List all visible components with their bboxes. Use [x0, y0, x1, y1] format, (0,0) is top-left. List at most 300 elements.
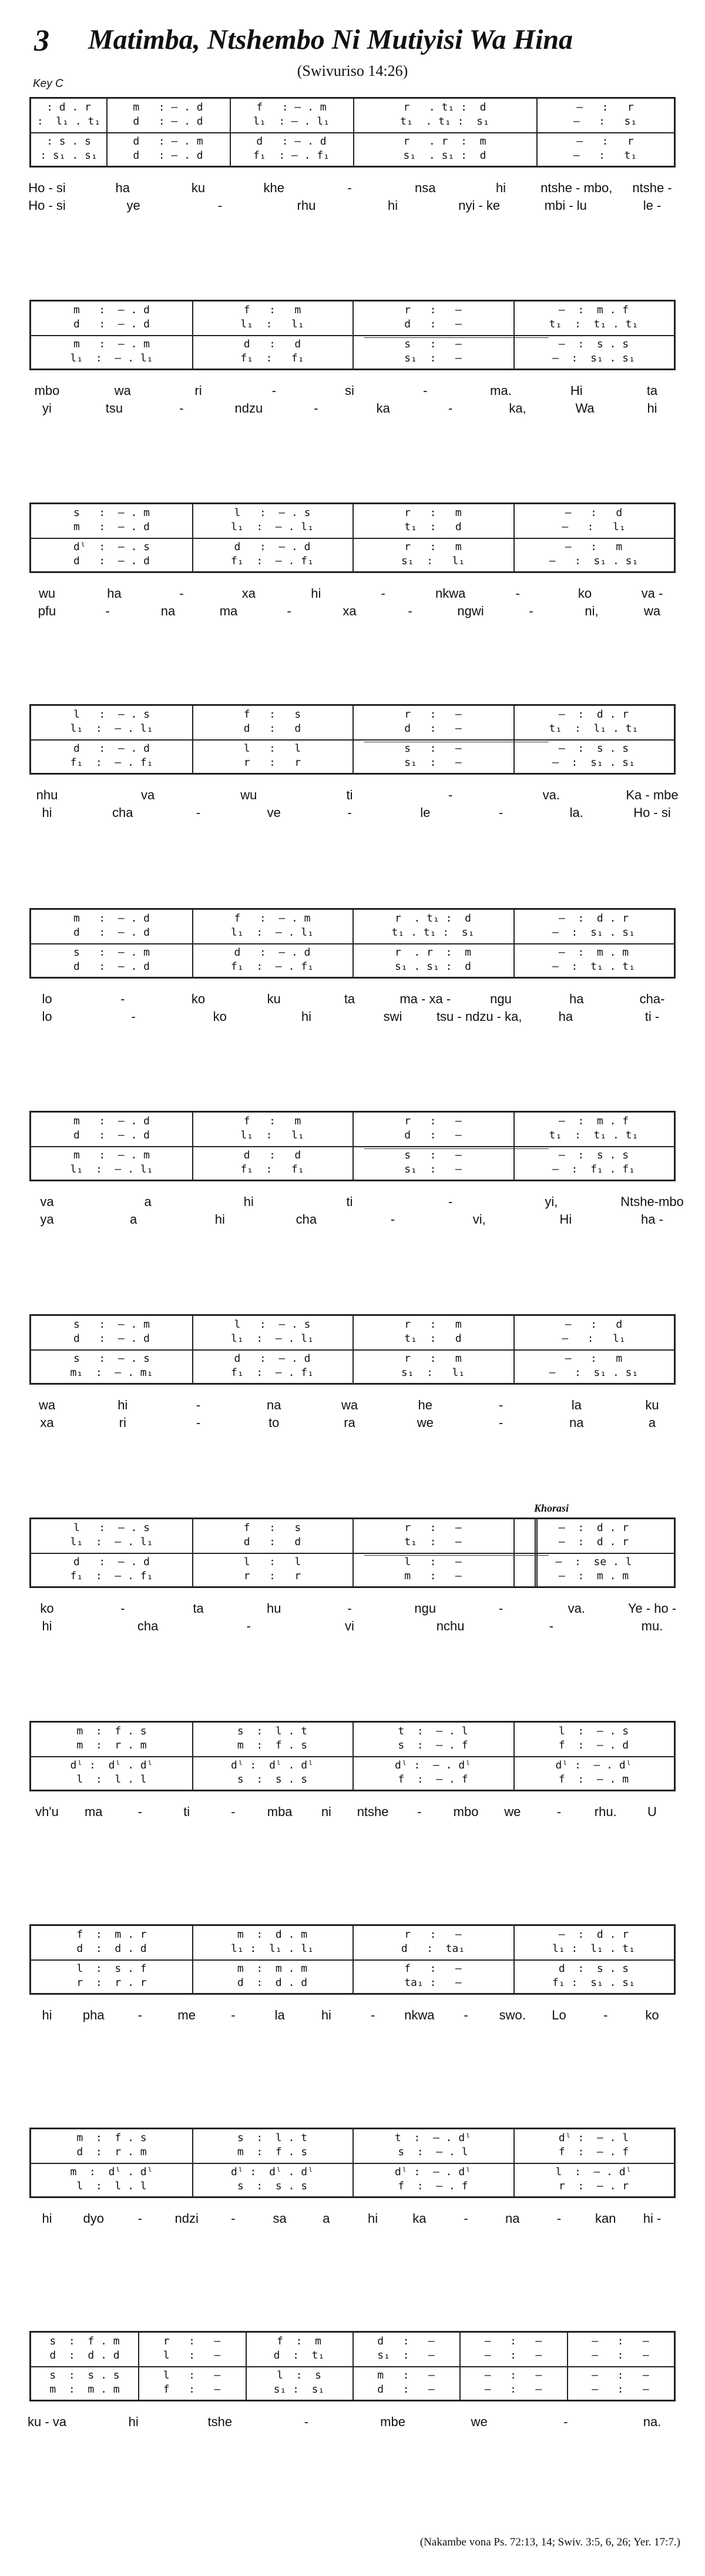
lyric-syllable: -: [417, 1804, 422, 1819]
measure-cell: m : f . s: [237, 1739, 308, 1751]
measure-cell: l : – . s: [234, 507, 311, 519]
music-system: [29, 503, 676, 679]
measure-cell: d : —: [404, 1129, 462, 1141]
measure-cell: f : – . m: [558, 1773, 629, 1786]
measure-cell: f₁ : – . f₁: [231, 960, 314, 973]
measure-cell: l₁ : – . l₁: [231, 521, 314, 533]
voice-row: [31, 1962, 674, 1977]
measure-cell: s : – . m: [73, 946, 150, 959]
voice-row: [31, 507, 674, 521]
section-marker: Khorasi: [534, 1502, 569, 1514]
measure-cell: s : l . t: [237, 2132, 308, 2144]
lyric-line: [29, 180, 676, 197]
footer-references: (Nakambe vona Ps. 72:13, 14; Swiv. 3:5, 6, 26; Yer. 17:7.): [419, 2536, 680, 2548]
voice-row: [31, 1928, 674, 1942]
measure-cell: — : d . r: [558, 912, 629, 924]
lyric-syllable: cha-: [639, 991, 665, 1006]
lyric-syllable: na: [569, 1415, 584, 1430]
lyric-syllable: to: [268, 1415, 280, 1430]
lyric-line: [29, 1009, 676, 1026]
voice-row: [31, 1942, 674, 1957]
measure-cell: — : se . l: [555, 1556, 632, 1568]
lyric-syllable: me: [177, 2008, 196, 2022]
measure-cell: — : s₁ . s₁: [549, 555, 639, 567]
measure-cell: — : s₁ . s₁: [549, 1366, 639, 1379]
measure-cell: l : —: [404, 1556, 462, 1568]
lyric-syllable: na: [505, 2211, 520, 2226]
lyric-line: [29, 586, 676, 602]
measure-cell: — : s . s: [558, 338, 629, 350]
measure-cell: m : – . m: [73, 338, 150, 350]
measure-cell: dˡ : dˡ . dˡ: [70, 1759, 153, 1771]
measure-cell: f₁ : – . f₁: [231, 1366, 314, 1379]
measure-cell: d : —: [404, 318, 462, 330]
measure-cell: d : – . d: [133, 149, 203, 162]
measure-cell: f₁ : f₁: [240, 1163, 304, 1175]
lyric-syllable: vi: [345, 1619, 354, 1633]
measure-cell: m : m . m: [49, 2383, 120, 2396]
lyric-syllable: ha: [107, 586, 122, 601]
hymn-title: Matimba, Ntshembo Ni Mutiyisi Wa Hina: [88, 24, 573, 55]
lyric-line: [29, 805, 676, 822]
lyric-syllable: la: [274, 2008, 285, 2022]
lyric-syllable: ve: [267, 805, 281, 820]
measure-cell: l : l: [243, 742, 301, 755]
voice-row: [31, 926, 674, 940]
voice-row: [31, 318, 674, 332]
staff-box: [29, 300, 676, 370]
lyric-syllable: hi: [118, 1398, 128, 1412]
lyric-syllable: ye: [126, 198, 140, 213]
lyric-line: [29, 788, 679, 804]
measure-cell: — : m . f: [558, 1115, 629, 1127]
measure-cell: l : —: [163, 2349, 221, 2361]
voice-row: [31, 2369, 674, 2383]
voice-row: [31, 2383, 674, 2397]
lyric-syllable: Hi: [559, 1212, 572, 1227]
lyric-syllable: wa: [341, 1398, 358, 1412]
measure-cell: r . t₁ : d: [394, 912, 472, 924]
measure-cell: r : m: [404, 1318, 462, 1331]
staff-box: [29, 1111, 676, 1181]
measure-cell: s : l . t: [237, 1725, 308, 1737]
lyric-syllable: hi: [214, 1212, 225, 1227]
lyric-syllable: -: [179, 586, 184, 601]
lyric-syllable: hi: [368, 2211, 378, 2226]
measure-cell: r : r: [243, 1570, 301, 1582]
measure-cell: r : —: [404, 1115, 462, 1127]
measure-cell: dˡ : – . dˡ: [555, 1759, 632, 1771]
measure-cell: l₁ : l₁: [240, 318, 304, 330]
staff-box: [29, 1924, 676, 1995]
measure-cell: — : s₁ . s₁: [552, 926, 635, 939]
lyric-syllable: ti: [183, 1804, 190, 1819]
voice-row: [31, 1522, 674, 1536]
lyric-syllable: Ye - ho -: [627, 1601, 677, 1616]
lyric-syllable: -: [448, 1194, 453, 1209]
measure-cell: m : dˡ . dˡ: [70, 2166, 153, 2178]
measure-cell: t₁ . t₁ : s₁: [391, 926, 475, 939]
measure-cell: s₁ . s₁ : d: [403, 149, 486, 162]
measure-cell: d : d: [243, 1149, 301, 1161]
voice-row: [31, 1318, 674, 1332]
measure-cell: f : m . r: [76, 1928, 147, 1941]
measure-cell: f₁ : – . f₁: [70, 1570, 153, 1582]
lyric-syllable: Ntshe-mbo: [620, 1194, 684, 1209]
lyric-syllable: -: [549, 1619, 553, 1633]
lyric-syllable: hi: [42, 805, 52, 820]
lyric-syllable: -: [603, 2008, 608, 2022]
measure-cell: f : —: [163, 2383, 221, 2396]
staff-box: [29, 1721, 676, 1791]
lyric-syllable: vh'u: [35, 1804, 59, 1819]
measure-cell: s : s . s: [49, 2369, 120, 2381]
lyric-syllable: mba: [267, 1804, 293, 1819]
measure-cell: l₁ : – . l₁: [70, 352, 153, 364]
measure-cell: d : – . d: [234, 1352, 311, 1365]
lyric-syllable: -: [137, 2211, 143, 2226]
measure-cell: l : – . s: [73, 708, 150, 721]
measure-cell: — : —: [592, 2349, 649, 2361]
measure-cell: s₁ : —: [404, 1163, 462, 1175]
voice-row: [31, 1556, 674, 1570]
measure-cell: — : r: [576, 135, 634, 148]
lyric-syllable: mu.: [641, 1619, 663, 1633]
voice-row: [31, 555, 674, 569]
lyric-syllable: -: [347, 805, 352, 820]
measure-cell: d : – . d: [234, 946, 311, 959]
measure-cell: — : m: [565, 1352, 623, 1365]
measure-cell: d : —: [404, 722, 462, 735]
measure-cell: d : – . d: [73, 926, 150, 939]
voice-row: [31, 1739, 674, 1753]
music-system: [29, 1111, 684, 1287]
measure-cell: — : —: [484, 2383, 542, 2396]
lyric-line: [29, 2211, 676, 2227]
measure-cell: f : – . m: [256, 101, 327, 113]
measure-cell: f₁ : s₁ . s₁: [552, 1977, 635, 1989]
lyric-syllable: -: [246, 1619, 251, 1633]
lyric-syllable: rhu: [297, 198, 316, 213]
measure-cell: — : —: [484, 2369, 542, 2381]
lyric-syllable: ndzi: [174, 2211, 199, 2226]
voice-row: [31, 946, 674, 960]
measure-cell: f : – . m: [234, 912, 311, 924]
staff-box: [29, 1518, 676, 1588]
lyric-syllable: -: [464, 2211, 468, 2226]
lyric-syllable: na: [267, 1398, 281, 1412]
lyric-syllable: xa: [343, 604, 357, 618]
lyric-syllable: dyo: [83, 2211, 104, 2226]
music-system: [29, 97, 676, 273]
lyric-syllable: -: [179, 401, 184, 416]
voice-row: [31, 115, 674, 129]
lyric-syllable: nyi - ke: [458, 198, 501, 213]
measure-cell: t₁ : t₁ . t₁: [549, 1129, 639, 1141]
measure-cell: s : – . s: [73, 1352, 150, 1365]
music-system: [29, 300, 676, 476]
lyric-syllable: we: [417, 1415, 434, 1430]
lyric-syllable: -: [529, 604, 533, 618]
measure-cell: l₁ : – . l₁: [231, 926, 314, 939]
lyric-syllable: -: [448, 401, 453, 416]
measure-cell: l : s . f: [76, 1962, 147, 1975]
measure-cell: f : m: [243, 1115, 301, 1127]
lyric-syllable: -: [120, 991, 125, 1006]
voice-row: [31, 960, 674, 974]
music-system: [29, 1924, 676, 2101]
measure-cell: dˡ : – . dˡ: [394, 1759, 472, 1771]
lyric-syllable: we: [471, 2414, 488, 2429]
lyric-line: [29, 1212, 676, 1228]
hymn-header: [0, 0, 705, 90]
lyric-syllable: hi -: [643, 2211, 662, 2226]
lyric-syllable: hi: [42, 2211, 52, 2226]
measure-cell: r : —: [163, 2335, 221, 2347]
measure-cell: m : f . s: [76, 2132, 147, 2144]
lyric-syllable: Ka - mbe: [626, 788, 679, 802]
lyric-line: [29, 1619, 676, 1635]
measure-cell: — : l₁: [562, 521, 626, 533]
lyric-syllable: ngu: [490, 991, 512, 1006]
voice-row: [31, 338, 674, 352]
lyric-syllable: -: [196, 805, 201, 820]
voice-row: [31, 2349, 674, 2363]
measure-cell: m : f . s: [237, 2146, 308, 2158]
measure-cell: s : s . s: [237, 1773, 308, 1786]
lyric-syllable: xa: [241, 586, 256, 601]
lyric-syllable: ko: [645, 2008, 659, 2022]
lyric-syllable: hi: [647, 401, 657, 416]
measure-cell: m : —: [377, 2369, 435, 2381]
measure-cell: d : – . d: [73, 555, 150, 567]
lyric-syllable: wu: [38, 586, 56, 601]
measure-cell: m : d . m: [237, 1928, 308, 1941]
measure-cell: d : – . d: [73, 1332, 150, 1345]
lyric-syllable: -: [423, 383, 428, 398]
measure-cell: l : – . dˡ: [555, 2166, 632, 2178]
lyric-syllable: ndzu: [234, 401, 263, 416]
lyric-syllable: le: [420, 805, 431, 820]
measure-cell: : s₁ . s₁: [40, 149, 98, 162]
measure-cell: — : —: [484, 2335, 542, 2347]
lyric-syllable: pha: [82, 2008, 105, 2022]
measure-cell: f : – . d: [558, 1739, 629, 1751]
lyric-syllable: hi: [321, 2008, 331, 2022]
music-system: [29, 1502, 677, 1694]
measure-cell: m : – . d: [73, 1115, 150, 1127]
measure-cell: r : – . r: [558, 2180, 629, 2192]
lyric-line: [29, 1601, 676, 1617]
lyric-syllable: -: [231, 1804, 236, 1819]
measure-cell: s₁ : l₁: [401, 1366, 465, 1379]
voice-row: [31, 1773, 674, 1787]
lyric-syllable: ra: [344, 1415, 355, 1430]
lyric-syllable: hi: [311, 586, 321, 601]
voice-row: [31, 1366, 674, 1381]
lyric-syllable: ntshe: [357, 1804, 389, 1819]
lyric-syllable: -: [498, 1601, 503, 1616]
measure-cell: l₁ : l₁ . t₁: [552, 1942, 635, 1955]
lyric-syllable: -: [381, 586, 385, 601]
lyric-syllable: ngu: [414, 1601, 437, 1616]
lyric-syllable: si: [345, 383, 354, 398]
lyric-syllable: cha: [112, 805, 133, 820]
lyric-syllable: ku: [645, 1398, 659, 1412]
measure-cell: l : s: [277, 2369, 321, 2381]
tie-line: [364, 1555, 549, 1556]
lyric-syllable: swi: [383, 1009, 402, 1024]
scripture-reference: (Swivuriso 14:26): [297, 62, 408, 79]
measure-cell: dˡ : – . dˡ: [394, 2166, 472, 2178]
measure-cell: m : —: [404, 1570, 462, 1582]
lyric-syllable: cha: [296, 1212, 317, 1227]
voice-row: [31, 1536, 674, 1550]
measure-cell: r : m: [404, 1352, 462, 1365]
lyric-syllable: hi: [388, 198, 398, 213]
lyric-syllable: ku: [191, 180, 206, 195]
lyric-syllable: -: [464, 2008, 468, 2022]
lyric-syllable: le -: [643, 198, 662, 213]
staff-box: [29, 2128, 676, 2198]
measure-cell: d : —: [377, 2335, 435, 2347]
lyric-syllable: ti: [346, 1194, 353, 1209]
lyric-syllable: tsu - ndzu - ka,: [436, 1009, 522, 1024]
measure-cell: s : —: [404, 338, 462, 350]
measure-cell: d : d . d: [76, 1942, 147, 1955]
lyric-syllable: ha -: [641, 1212, 663, 1227]
lyric-syllable: ri: [119, 1415, 126, 1430]
measure-cell: l₁ : – . l₁: [70, 722, 153, 735]
lyric-syllable: lo: [42, 1009, 52, 1024]
measure-cell: l₁ : l₁: [240, 1129, 304, 1141]
lyric-syllable: tshe: [207, 2414, 233, 2429]
measure-cell: dˡ : dˡ . dˡ: [231, 2166, 314, 2178]
measure-cell: — : —: [592, 2383, 649, 2396]
lyric-syllable: he: [418, 1398, 432, 1412]
lyric-syllable: -: [347, 180, 352, 195]
lyric-syllable: ka: [376, 401, 390, 416]
measure-cell: t₁ : t₁ . t₁: [549, 318, 639, 330]
lyric-syllable: ngwi: [457, 604, 484, 618]
measure-cell: l : l . l: [76, 2180, 147, 2192]
lyric-syllable: hi: [495, 180, 506, 195]
measure-cell: — : d . r: [558, 1928, 629, 1941]
lyric-syllable: -: [448, 788, 453, 802]
measure-cell: l : l . l: [76, 1773, 147, 1786]
lyric-syllable: we: [504, 1804, 521, 1819]
measure-cell: r : m: [404, 541, 462, 553]
measure-cell: m : – . d: [73, 912, 150, 924]
lyric-syllable: va -: [641, 586, 663, 601]
measure-cell: r : r: [243, 756, 301, 769]
lyric-syllable: nhu: [36, 788, 58, 802]
lyric-syllable: ta: [344, 991, 355, 1006]
staff-box: [29, 97, 676, 168]
measure-cell: d : – . d: [234, 541, 311, 553]
music-system: [29, 1314, 676, 1490]
measure-cell: d : d . d: [237, 1977, 308, 1989]
measure-cell: r : r . r: [76, 1977, 147, 1989]
measure-cell: t₁ : d: [404, 521, 462, 533]
measure-cell: — : d . r: [558, 1522, 629, 1534]
lyric-syllable: mbo: [34, 383, 60, 398]
measure-cell: s₁ : —: [404, 352, 462, 364]
lyric-syllable: khe: [263, 180, 284, 195]
voice-row: [31, 304, 674, 318]
voice-row: [31, 742, 674, 756]
measure-cell: d : d: [243, 338, 301, 350]
lyric-syllable: ma.: [490, 383, 512, 398]
voice-row: [31, 1332, 674, 1346]
measure-cell: — : s . s: [558, 1149, 629, 1161]
measure-cell: d : ta₁: [401, 1942, 465, 1955]
measure-cell: f : – . f: [558, 2146, 629, 2158]
lyric-syllable: Ho - si: [633, 805, 671, 820]
lyric-syllable: -: [217, 198, 222, 213]
voice-row: [31, 756, 674, 771]
measure-cell: f : s: [243, 708, 301, 721]
measure-cell: m : – . d: [73, 304, 150, 316]
measure-cell: l : – . s: [234, 1318, 311, 1331]
measure-cell: r . r : m: [394, 946, 472, 959]
measure-cell: l : – . s: [73, 1522, 150, 1534]
lyric-line: [29, 991, 676, 1008]
lyric-syllable: -: [137, 1804, 143, 1819]
lyric-syllable: -: [196, 1415, 201, 1430]
measure-cell: — : —: [592, 2369, 649, 2381]
lyric-syllable: vi,: [472, 1212, 486, 1227]
lyric-syllable: ntshe -: [632, 180, 672, 195]
voice-row: [31, 1977, 674, 1991]
voice-row: [31, 1352, 674, 1366]
measure-cell: — : s₁ . s₁: [552, 756, 635, 769]
measure-cell: m : – . m: [73, 1149, 150, 1161]
lyric-syllable: ti -: [644, 1009, 660, 1024]
measure-cell: d : – . m: [133, 135, 203, 148]
measure-cell: t₁ : —: [404, 1536, 462, 1548]
measure-cell: — : m: [565, 541, 623, 553]
measure-cell: m : f . s: [76, 1725, 147, 1737]
measure-cell: d : r . m: [76, 2146, 147, 2158]
measure-cell: : s . s: [46, 135, 91, 148]
measure-cell: r : —: [404, 1928, 462, 1941]
lyric-syllable: Ho - si: [28, 180, 66, 195]
staff-box: [29, 1314, 676, 1385]
lyric-syllable: -: [556, 2211, 562, 2226]
key-signature: Key C: [33, 78, 63, 90]
measure-cell: r : —: [404, 304, 462, 316]
measure-cell: l₁ : l₁ . l₁: [231, 1942, 314, 1955]
lyric-syllable: ni,: [585, 604, 599, 618]
measure-cell: — : s . s: [558, 742, 629, 755]
lyric-syllable: -: [515, 586, 520, 601]
measure-cell: l₁ : – . l₁: [70, 1536, 153, 1548]
measure-cell: r . r : m: [403, 135, 486, 148]
lyric-line: [29, 401, 676, 417]
voice-row: [31, 2335, 674, 2349]
lyric-syllable: -: [347, 1601, 352, 1616]
lyric-syllable: na: [160, 604, 176, 618]
measure-cell: : l₁ . t₁: [36, 115, 101, 128]
measure-cell: — : d . r: [558, 1536, 629, 1548]
measure-cell: l : —: [163, 2369, 221, 2381]
measure-cell: m : – . d: [73, 521, 150, 533]
lyric-syllable: xa: [40, 1415, 54, 1430]
lyric-line: [29, 383, 676, 400]
voice-row: [31, 1725, 674, 1739]
lyric-syllable: ta: [193, 1601, 204, 1616]
